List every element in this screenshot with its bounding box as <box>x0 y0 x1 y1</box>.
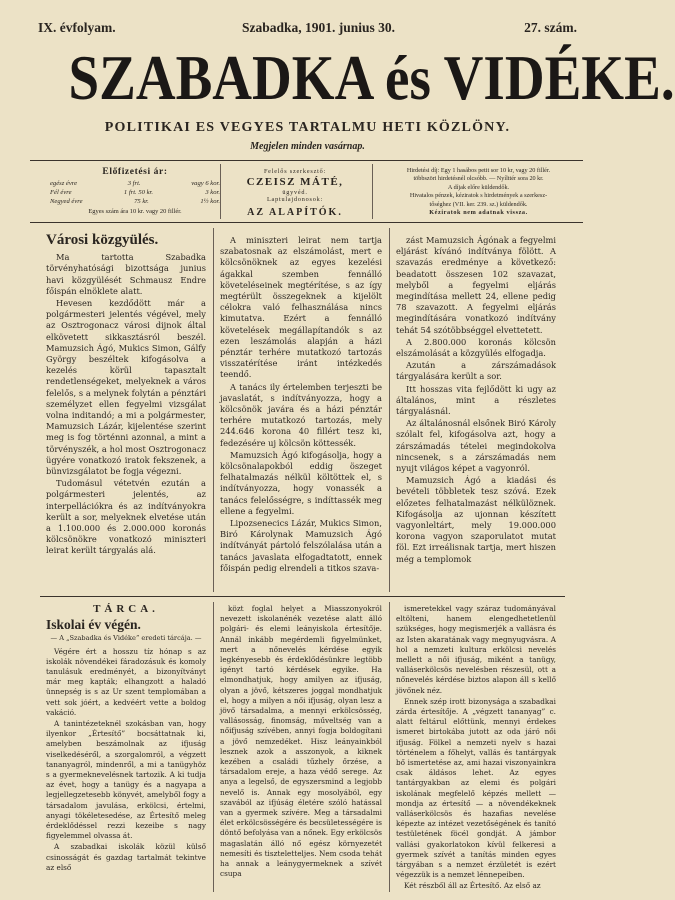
dateline: Szabadka, 1901. junius 30. <box>242 20 396 35</box>
paragraph: A tanács ily értelemben terjeszti be javaslatát, s indítványozza, hogy a kölcsönök javára és a házi pénztár terhére mutatkozó tartozás, mely 244.646 korona 40 fillért tesz ki, fedezésére uj kölcsön köttessék. <box>220 381 382 448</box>
paragraph: A miniszteri leirat nem tartja szabatosnak az elszámolást, mert e kölcsönöknek az egyes kezelési ágakkal szemben fennálló követeléseinek megtérítése, s az így megtérült összegeknek a kijelölt célokra való felhasználása nincs kimutatva. Ezért a fennálló követelések megállapítandók s az ezen leszámolás alapján a házi pénztár terhére mutatkozó tartozás visszatérítése iránt intézkedés teendő. <box>220 235 382 380</box>
column-rule <box>213 602 214 892</box>
paragraph: Két részből áll az Értesítő. Az első az <box>404 881 541 891</box>
paragraph: A szabadkai iskolák közül külső csinosságát és gazdag tartalmát tekintve az első <box>46 842 206 872</box>
tarca-divider <box>40 596 565 597</box>
article-column-3 <box>396 235 556 565</box>
paragraph: Mamuzsich Ágó kifogásolja, hogy a kölcsönalapokból eddig öszeget felhatalmazás nélkül költöttek el, s indítványozza, hogy vonassék a tanács felelősségre, s indíttassék meg ellene a fegyelmi. <box>220 449 382 516</box>
subscription-row: Fél évre 1 frt. 50 kr. 3 kor. <box>50 189 220 196</box>
column-rule <box>213 228 214 592</box>
owners-name: AZ ALAPÍTÓK. <box>247 207 343 218</box>
editor-box <box>222 168 368 218</box>
tarca-column-2 <box>220 604 382 879</box>
subscription-row: Negyed évre 75 kr. 1½ kor. <box>50 198 220 205</box>
paragraph: Tudomásul vétetvén ezután a polgármesteri jelentés, az interpellációkra és az indítványokra került a sor, melyeknek elvetése után a 1.100.000 és 2.000.000 koronás kölcsönökre vonatkozó miniszteri leirat került tárgyalás alá. <box>46 478 206 556</box>
single-copy-price: Egyes szám ára 10 kr. vagy 20 fillér. <box>88 208 182 215</box>
paragraph: Lipozsenecics Lázár, Mukics Simon, Biró Károlynak Mamuzsich Ágó indítványát pártoló felszólalása után a tanács javaslata elfogadtatott, ennek főispán pedig elrendeli a titkos szava- <box>220 518 382 573</box>
tarca-column-3 <box>396 604 556 892</box>
paragraph: Hevesen kezdődött már a polgármesteri jelentés végével, mely az Osztrogonacz városi dijnok által elkövetett sikkasztásról beszél. Mamuzsich Ágó, Mukics Simon, Gálfy György beszéltek kifogásolva a kezelés körül tapasztalt rendetlenségeket, melyeknek a város felelős, s a melynek folytán a pénztári személyzet ellen fegyelmi vizsgálat volna inditandó; a mi a polgármester, Mamuzsich Lázár, kijelentése szerint meg is fog történni azonnal, a mint a törvényszék, a hol most Osztrogonacz ügyére vonatkozó iratok fekszenek, a bünvizsgálatot be fogja végezni. <box>46 298 206 477</box>
article-column-2 <box>220 235 382 574</box>
paragraph: Ma tartotta Szabadka törvényhatósági bizottsága junius havi közgyülését Schmausz Endre főispán elnöklete alatt. <box>46 252 206 296</box>
article-column-1 <box>46 232 206 557</box>
subscription-title: Előfizetési ár: <box>102 167 168 177</box>
tarca-byline: — A „Szabadka és Vidéke” eredeti tárcája. — <box>50 634 202 643</box>
column-rule <box>389 228 390 592</box>
header-box-divider <box>372 164 373 219</box>
editor-role: Felelős szerkesztő: <box>263 168 327 175</box>
owners-role: Laptulajdonosok: <box>266 196 324 203</box>
paragraph: Az általánosnál elsőnek Biró Károly szólalt fel, kifogásolva azt, hogy a zárszámadás tételei megindokolva nincsenek, s a zárszámadás nem nyujt világos képet a vagyonról. <box>396 418 556 474</box>
subscription-box <box>50 168 220 216</box>
masthead-title: SZABADKA és VIDÉKE. <box>68 42 675 113</box>
subscription-row: egész évre 3 frt. vagy 6 kor. <box>50 180 220 187</box>
column-rule <box>389 602 390 892</box>
paragraph: Azután a zárszámadások tárgyalására került a sor. <box>396 360 556 382</box>
paragraph: Végére ért a hosszu tíz hónap s az iskolák növendékei fáradozásuk és komoly tanulásuk eredményét, a bizonyítványt már meg kapták; elhangzott a haladó ünnepség is s az Ur szent templomában a vett sok jóért, a kedvéért vette a boldog vakáció. <box>46 646 206 717</box>
paragraph: Mamuzsich Ágó a kiadási és bevételi többletek tesz szóvá. Ezek előzetes felhatalmazást nélkülöznek. Kifogásolja az ujonnan készített vagyonleltárt, mely 19.000.000 korona vagyon szaporulatot mutat föl. Ezt irreálisnak tartja, mert hiszen még a templomok <box>396 475 556 564</box>
paragraph: zást Mamuzsich Ágónak a fegyelmi eljárást kívánó indítványa fölött. A szavazás eredménye a következő: beadatott összesen 102 szavazat, melyből a fegyelmi eljárás megindítása mellett 24, ellene pedig 78 szavazott. A fegyelmi eljárás megindítására vonatkozó indítvány tehát 54 szótöbbséggel elvettetett. <box>396 235 556 335</box>
article-title: Városi közgyülés. <box>46 232 159 248</box>
tarca-label: TÁRCA. <box>93 603 159 615</box>
header-box-divider <box>220 164 221 219</box>
paragraph: A 2.800.000 koronás kölcsön elszámolását a közgyülés elfogadja. <box>396 336 556 359</box>
issue-number: 27. szám. <box>524 20 577 35</box>
paragraph: Itt hosszas vita fejlődött ki ugy az általános, mint a részletes tárgyalásnál. <box>396 383 556 417</box>
tarca-column-1 <box>46 604 206 873</box>
advertising-terms: Hirdetési díj: Egy 1 hasábos petit sor 10 kr, vagy 20 fillér. többszöri hirdetésnél olcsóbb. — Nyílttér sora 20 kr. A díjak előre küldendők. Hivatalos pénzek, kéziratok s hirdetmények a szerkesz- tőséghez (VII. ker. 239. sz.) küldendők. Kéziratok nem adatnak vissza. <box>406 167 551 217</box>
paragraph: A tanintézeteknél szokásban van, hogy ilyenkor „Értesítő” bocsáttatnak ki, amelyben beszámolnak az ifjuság viselkedéséről, a szorgalomról, a végzett tananyagról, mindenről, a mi a tanügyhöz s a gyermeknevelésnek tartozik. A ki tudja az évet, hogy a tanügy és a nagyapa a legjellegzetesebb könyvét, amelyből fogy a társadalom javulása, erkölcsi, értelmi, anyagi tökéletesedése, az Értesítő meleg érdeklődéssel rezzi kezeibe s nagy figyelemmel olvassa át. <box>46 719 206 841</box>
header-line <box>38 20 577 40</box>
header-bottom-rule <box>30 222 583 223</box>
tarca-title: Iskolai év végén. <box>46 617 141 633</box>
paragraph: ismeretekkel vagy száraz tudományával eltölteni, hanem elengedhetetlenül szükséges, hogy megismerjék a vallásra és az Isten akaratának vagy megnyugvásra. A hol a nemzeti kultura erkölcsi nevelés mellett a női ifjuság, miként a tanügy, valláserkölcsös nevelésben részesül, ott a nőnevelés kérdése biztos alapon áll s kellő jövőnek néz. <box>396 604 556 695</box>
header-divider <box>30 160 583 161</box>
paragraph: közt foglal helyet a Miasszonyokról nevezett iskolanénék vezetése alatt álló polgári- és elemi leányiskola értesítője. Annál inkább megérdemli figyelmünket, mert a nőnevelés kérdése egyik legkényesebb és érdeklődésünkre legtöbb igényt tartó kérdések egyike. Ha elmondhatjuk, hogy amilyen az ifjuság, olyan a jövő, kétszeres joggal mondhatjuk el, hogy a milyen a női ifjuság, olyan lesz a jövő társadalma, a mennyi erkölcsösség, vallásosság, finomság, műveltség van a nőifjuság szívében, annyi fogja boldogítani a jövő nemzedéket. Hisz leányainkból lesznek azok a asszonyok, a kiknek kezében a családi tűzhely őrzése, a társadalom ereje, a haza védő serege. Az anya a legelső, de egyszersmind a legjobb nevelő is. Annak egy mosolyából, egy szavából az ifjúság életére szóló hatással van a gyermek szívére. Meg a társadalmi élet erkölcsösségére és becsületességére is döntő befolyása van a nőnek. Egy erkölcsös magaslatán álló nő egész környezetét nemesíti és tiszteletteljes. Nem csoda tehát ha annak a leánygyermeknek a szívét csupa <box>220 604 382 879</box>
volume-label: IX. évfolyam. <box>38 20 116 35</box>
paragraph: Ennek szép irott bizonysága a szabadkai zárda értesítője. A „végzett tananyag” c. alatt feltárul előttünk, mennyi érdekes ismeret birtokába jutott az oda járó női ifjuság. Fölkel a nemzeti nyelv s hazai történelem a főhelyt, vallás és tantárgyak bő ismertetése az, ami hazai viszonyainkra csak áldásos lehet. Az egyes tantárgyakban az elemi és polgári iskolának megfelelő képzés mellett — mondja az értesítő — a növendékeknek valláserkölcsös és hazafias nevelése képezte az intézet vezetőségének és tanító testületének föcél gondját. A jámbor vallási gyakorlatokon kívül felkeresi a gyermek szívét a tanítás minden egyes tárgyában s a nemzet érzületét is ezért végezzük is a nemzet lénnepeiben. <box>396 696 556 880</box>
editor-profession: ügyvéd. <box>282 189 308 196</box>
paper-subtitle: POLITIKAI ES VEGYES TARTALMU HETI KÖZLÖNY. <box>104 120 511 135</box>
publication-schedule: Megjelen minden vasárnap. <box>250 141 365 152</box>
editor-name: CZEISZ MÁTÉ, <box>246 176 344 188</box>
